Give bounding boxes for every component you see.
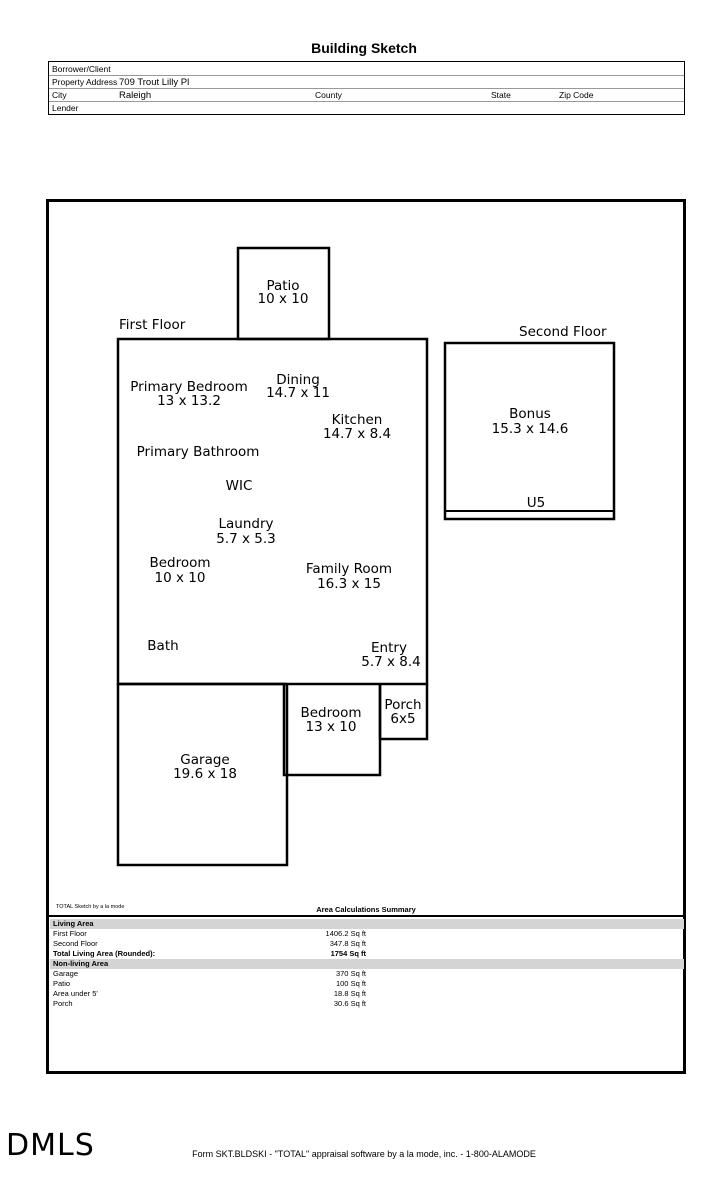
- bedroom-1-name: Bedroom: [149, 555, 211, 571]
- porch-area-value: 30.6 Sq ft: [333, 999, 366, 1008]
- address-label: Property Address: [52, 77, 118, 87]
- patio-area-value: 100 Sq ft: [335, 979, 366, 988]
- bedroom-2-dims: 13 x 10: [305, 719, 357, 735]
- garage-dims: 19.6 x 18: [173, 766, 237, 782]
- wic-name: WIC: [225, 478, 253, 494]
- second-floor-label: Second Floor: [519, 324, 607, 340]
- dining-dims: 14.7 x 11: [266, 385, 330, 401]
- under5-area-value: 18.8 Sq ft: [333, 989, 366, 998]
- bonus-name: Bonus: [509, 406, 551, 422]
- kitchen-dims: 14.7 x 8.4: [322, 426, 392, 442]
- garage-area-label: Garage: [53, 969, 79, 978]
- entry-dims: 5.7 x 8.4: [361, 654, 421, 670]
- second-floor-area-label: Second Floor: [53, 939, 98, 948]
- page-title: Building Sketch: [311, 40, 417, 56]
- nonliving-area-header: Non-living Area: [50, 959, 684, 969]
- address-value: 709 Trout Lilly Pl: [119, 77, 190, 88]
- first-floor-area-label: First Floor: [53, 929, 87, 938]
- laundry-dims: 5.7 x 5.3: [216, 531, 276, 547]
- garage-area-value: 370 Sq ft: [335, 969, 366, 978]
- sketch-credit: TOTAL Sketch by a la mode: [56, 904, 125, 910]
- summary-divider: [46, 915, 686, 917]
- city-label: City: [52, 90, 67, 100]
- total-living-area-value: 1754 Sq ft: [330, 949, 366, 958]
- total-living-area-label: Total Living Area (Rounded):: [53, 949, 156, 958]
- form-footer: Form SKT.BLDSKI - "TOTAL" appraisal software by a la mode, inc. - 1-800-ALAMODE: [192, 1149, 536, 1159]
- borrower-label: Borrower/Client: [52, 64, 111, 74]
- family-room-dims: 16.3 x 15: [317, 576, 381, 592]
- kitchen-name: Kitchen: [331, 412, 383, 428]
- bonus-dims: 15.3 x 14.6: [491, 421, 569, 437]
- county-label: County: [315, 90, 342, 100]
- dmls-logo: DMLS: [6, 1128, 95, 1163]
- first-floor-area-row: [50, 929, 684, 939]
- total-living-area-row: [50, 949, 684, 959]
- bedroom-1-dims: 10 x 10: [154, 570, 206, 586]
- second-floor-area-row: [50, 939, 684, 949]
- porch-area-label: Porch: [53, 999, 73, 1008]
- area-calculations: [50, 919, 684, 1009]
- porch-name: Porch: [384, 697, 422, 713]
- primary-bedroom-name: Primary Bedroom: [130, 379, 248, 395]
- first-floor-label: First Floor: [119, 317, 186, 333]
- living-area-header: Living Area: [50, 919, 684, 929]
- lender-label: Lender: [52, 103, 79, 113]
- garage-name: Garage: [180, 752, 230, 768]
- city-value: Raleigh: [119, 90, 152, 101]
- primary-bathroom-name: Primary Bathroom: [136, 444, 260, 460]
- porch-area-row: [50, 999, 684, 1009]
- u5-name: U5: [526, 495, 546, 511]
- garage-area-row: [50, 969, 684, 979]
- area-summary-title: Area Calculations Summary: [316, 905, 416, 914]
- first-floor-area-value: 1406.2 Sq ft: [325, 929, 366, 938]
- second-floor-area-value: 347.8 Sq ft: [329, 939, 366, 948]
- primary-bedroom-dims: 13 x 13.2: [157, 393, 221, 409]
- patio-area-label: Patio: [53, 979, 71, 988]
- dining-name: Dining: [276, 372, 320, 388]
- zip-label: Zip Code: [559, 90, 594, 100]
- under5-area-label: Area under 5': [53, 989, 98, 998]
- patio-dims: 10 x 10: [257, 291, 309, 307]
- patio-area-row: [50, 979, 684, 989]
- entry-name: Entry: [371, 640, 407, 656]
- bedroom-2-name: Bedroom: [300, 705, 362, 721]
- porch-dims: 6x5: [390, 711, 416, 727]
- under5-area-row: [50, 989, 684, 999]
- patio-name: Patio: [266, 278, 300, 294]
- family-room-name: Family Room: [305, 561, 393, 577]
- state-label: State: [491, 90, 511, 100]
- bath-name: Bath: [147, 638, 179, 654]
- laundry-name: Laundry: [218, 516, 274, 532]
